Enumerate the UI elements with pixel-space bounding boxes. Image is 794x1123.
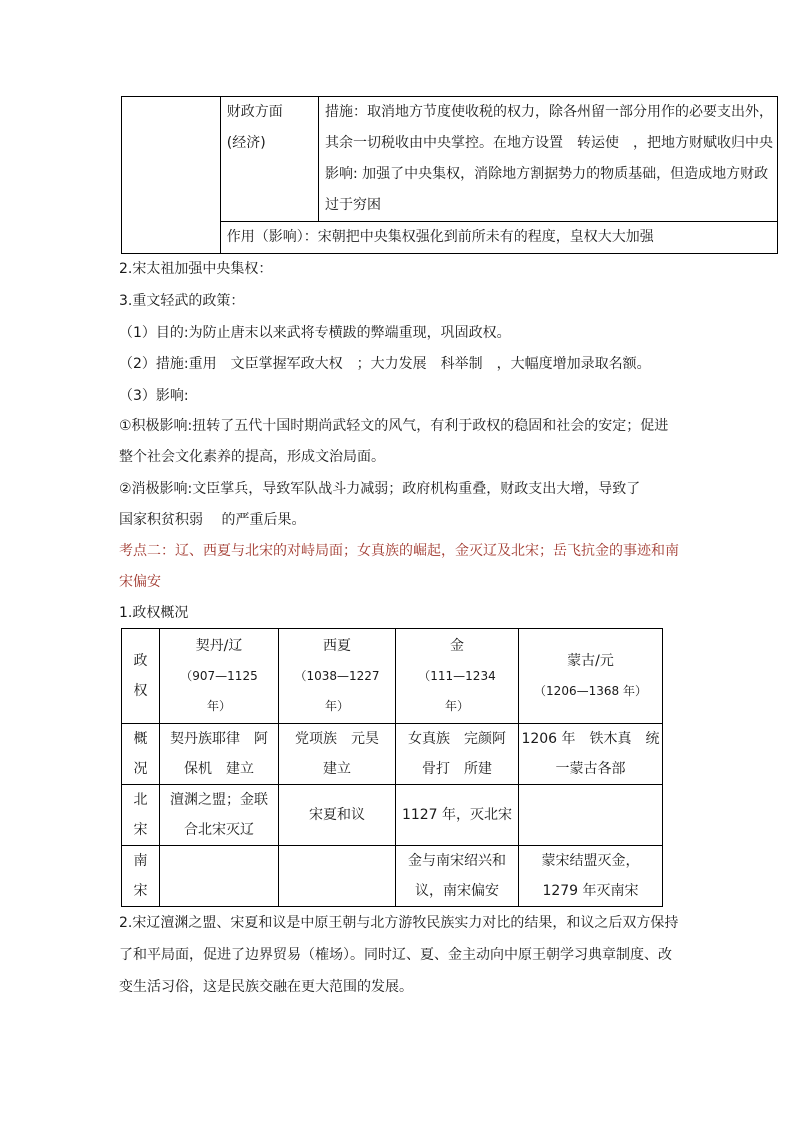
north-song-cell [160,785,279,846]
regime-years-tail: 年） [324,699,349,713]
paragraph: 了和平局面，促进了边界贸易（榷场）。同时辽、夏、金主动向中原王朝学习典章制度、改 [119,947,672,963]
cell-line: 骨打 所建 [422,761,492,777]
header-cell [160,629,279,724]
paragraph: 整个社会文化素养的提高，形成文治局面。 [119,449,385,465]
row-header-cell [122,629,160,724]
content-line: 措施：取消地方节度使收税的权力，除各州留一部分用作的必要支出外， [325,104,773,120]
effect-text: 作用（影响）：宋朝把中央集权强化到前所未有的程度，皇权大大加强 [226,229,654,245]
overview-cell [396,724,519,785]
north-song-cell [396,785,519,846]
cell-line: 保机 建立 [184,761,254,777]
cell-line: 契丹族耶律 阿 [170,731,268,747]
row-header-char: 政 [133,653,148,669]
paragraph: 2.宋辽澶渊之盟、宋夏和议是中原王朝与北方游牧民族实力对比的结果，和议之后双方保持 [119,915,679,931]
row-header-char: 宋 [133,822,148,838]
cell-line: 建立 [323,761,351,777]
regime-years: （1206—1368 年） [534,684,647,698]
row-header-char: 权 [133,683,148,699]
regime-name: 西夏 [323,638,351,654]
row-header-cell [122,785,160,846]
category-label: 财政方面 [226,104,283,120]
paragraph: （2）措施:重用 文臣掌握军政大权 ；大力发展 科举制 ，大幅度增加录取名额。 [119,356,651,372]
content-line: 其余一切税收由中央掌控。在地方设置 转运使 ，把地方财赋收归中央 [325,135,773,151]
section-heading: 1.政权概况 [119,605,189,621]
subcategory-label: (经济) [226,135,266,151]
south-song-cell [279,846,396,907]
paragraph: ②消极影响:文臣掌兵，导致军队战斗力减弱；政府机构重叠，财政支出大增，导致了 [119,481,641,497]
south-song-cell [396,846,519,907]
row-header-char: 南 [133,853,148,869]
content-line: 过于穷困 [325,197,381,213]
regimes-table [121,628,663,907]
row-header-char: 宋 [133,883,148,899]
content-cell [319,97,778,222]
regime-name: 蒙古/元 [567,653,614,669]
cell-line: 1279 年灭南宋 [542,883,639,899]
north-song-cell [279,785,396,846]
cell-line: 澶渊之盟；金联 [170,792,268,808]
overview-cell [519,724,663,785]
paragraph: 3.重文轻武的政策： [119,293,245,309]
cell-line: 金与南宋绍兴和 [408,853,506,869]
key-point-heading: 宋偏安 [119,574,161,590]
row-header-cell [122,724,160,785]
row-header-char: 况 [133,761,148,777]
regime-name: 金 [450,638,464,654]
cell-line: 宋夏和议 [309,807,365,823]
south-song-cell [519,846,663,907]
cell-line: 议，南宋偏安 [415,883,499,899]
category-cell [220,97,318,222]
paragraph: 变生活习俗，这是民族交融在更大范围的发展。 [119,979,413,995]
cell-line: 合北宋灭辽 [184,822,254,838]
south-song-cell [160,846,279,907]
paragraph: 国家积贫积弱 的严重后果。 [119,512,306,528]
regime-years: （111—1234 [418,669,496,683]
paragraph: （1）目的:为防止唐末以来武将专横跋的弊端重现，巩固政权。 [119,325,511,341]
cell-line: 1127 年，灭北宋 [401,807,513,823]
regime-name: 契丹/辽 [195,638,243,654]
north-song-cell [519,785,663,846]
regime-years: （1038—1227 [294,669,380,683]
regime-years-tail: 年） [206,699,231,713]
cell-line: 一蒙古各部 [555,761,626,777]
cell-line: 党项族 元昊 [295,731,379,747]
content-line: 影响: 加强了中央集权，消除地方割据势力的物质基础，但造成地方财政 [325,166,769,182]
header-cell [279,629,396,724]
key-point-heading: 考点二：辽、西夏与北宋的对峙局面；女真族的崛起，金灭辽及北宋；岳飞抗金的事迹和南 [119,543,679,559]
row-header-cell [122,846,160,907]
finance-table [121,96,778,254]
paragraph: （3）影响: [119,388,189,404]
paragraph: 2.宋太祖加强中央集权： [119,261,273,277]
cell-line: 1206 年 铁木真 统 [521,731,660,747]
row-header-char: 北 [133,792,148,808]
effect-cell [220,222,777,254]
empty-cell [122,97,221,254]
overview-cell [160,724,279,785]
cell-line: 蒙宋结盟灭金， [541,853,640,869]
overview-cell [279,724,396,785]
regime-years: （907—1125 [180,669,258,683]
regime-years-tail: 年） [444,699,469,713]
cell-line: 女真族 完颜阿 [408,731,506,747]
paragraph: ①积极影响:扭转了五代十国时期尚武轻文的风气，有利于政权的稳固和社会的安定；促进 [119,418,669,434]
row-header-char: 概 [133,731,148,747]
header-cell [519,629,663,724]
header-cell [396,629,519,724]
